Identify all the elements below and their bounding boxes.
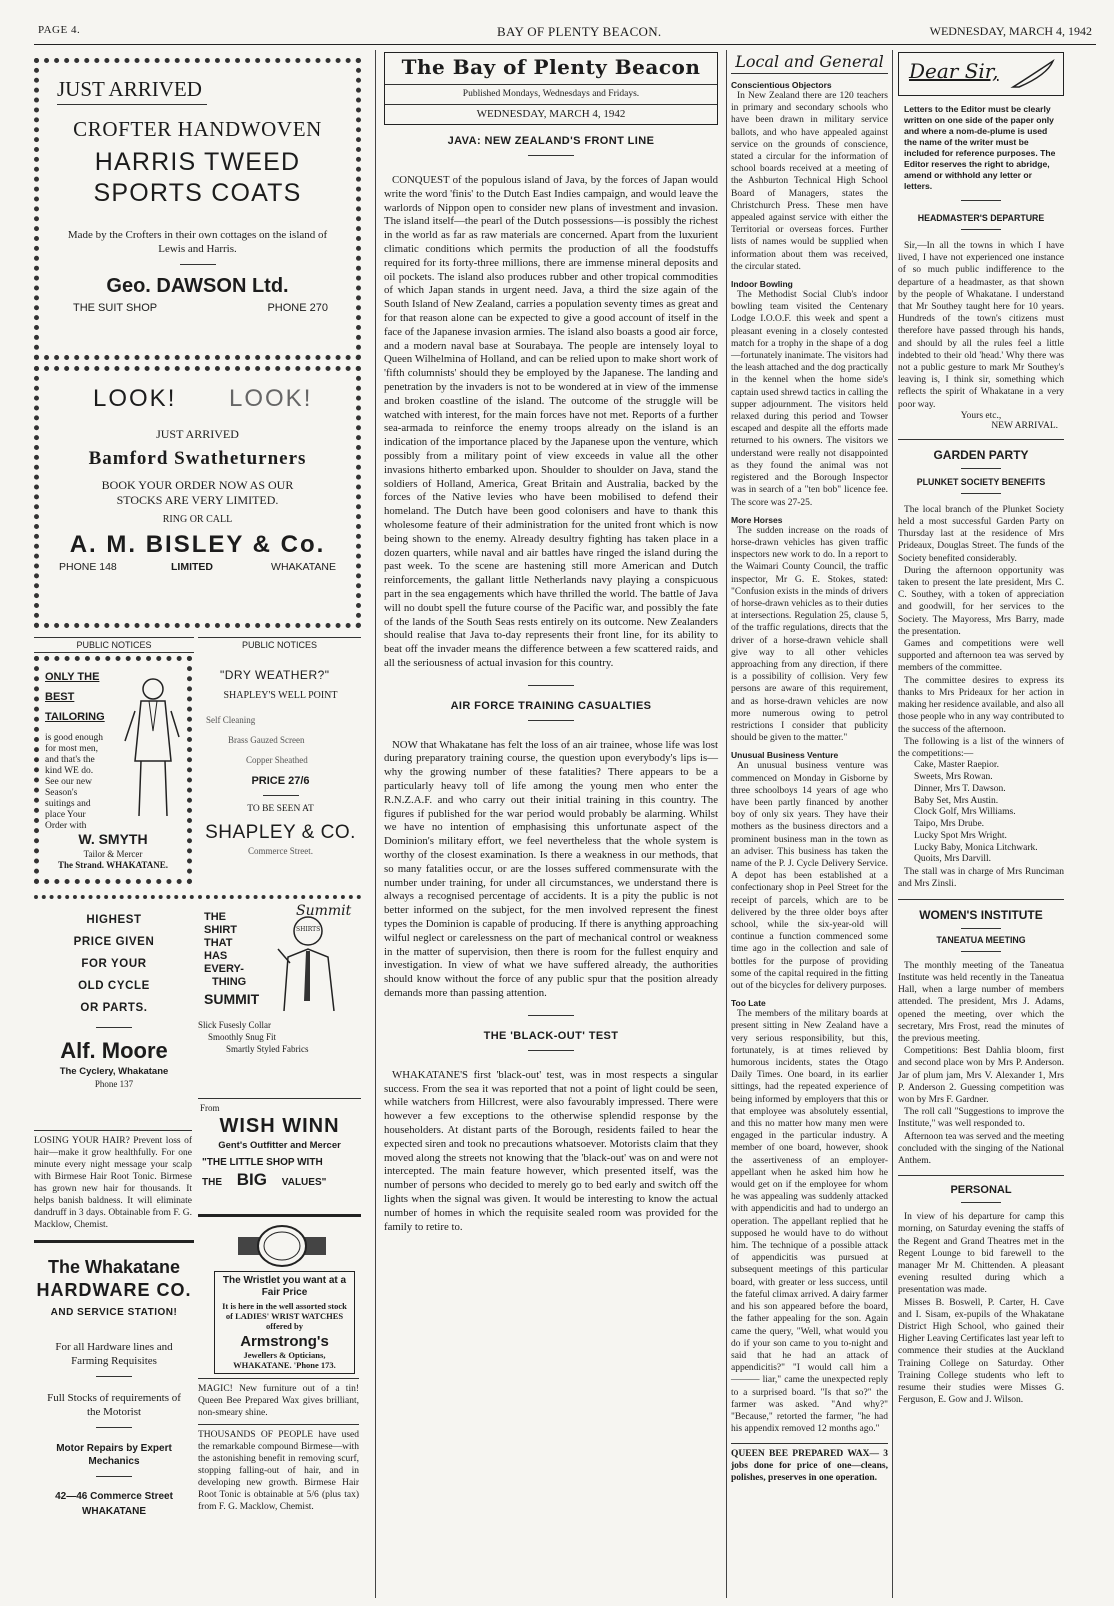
ad-headline: The Wristlet you want at a Fair Price: [222, 1275, 347, 1298]
ad-shop: THE SUIT SHOP: [73, 302, 158, 314]
article-paragraph: The local branch of the Plunket Society held a most successful Garden Party on Thursday last at the residence of Mrs Prideaux, Douglas Street. The funds of the Society benefited considerably.: [898, 504, 1064, 564]
local-general-column: [731, 52, 888, 1484]
ad-line: SHAPLEY'S WELL POINT: [223, 690, 338, 701]
item-heading: Too Late: [731, 998, 766, 1009]
brand-logo: [296, 903, 361, 935]
ad-line: The Cyclery, Whakatane: [59, 1066, 169, 1077]
ad-headline: LOOK!: [93, 385, 177, 412]
letters-policy: Letters to the Editor must be clearly written on one side of the paper only and where a nom-de-plume is used the name of the writer must be included for reference purposes. The Editor reserves the right to abridge, amend or withhold any letter or letters.: [904, 104, 1056, 191]
ad-town: WHAKATANE: [81, 1506, 147, 1517]
ad-phone: Phone 137: [94, 1079, 134, 1089]
ad-phone: PHONE 148: [59, 561, 117, 573]
ad-feature: Smartly Styled Fabrics: [226, 1044, 309, 1054]
article-paragraph: Afternoon tea was served and the meeting concluded with the singing of the National Anthem.: [898, 1131, 1064, 1166]
ad-price: PRICE 27/6: [251, 775, 310, 787]
winners-list: [898, 760, 1064, 866]
ad-slogan: VALUES": [281, 1177, 327, 1188]
ad-line: THAT: [204, 937, 233, 949]
armstrong-ad: [198, 1214, 361, 1375]
article-subtitle: PLUNKET SOCIETY BENEFITS: [916, 476, 1046, 487]
ad-firm: A. M. BISLEY & Co.: [69, 531, 326, 558]
bisley-ad: [34, 366, 361, 628]
winner-item: Taipo, Mrs Drube.: [914, 819, 985, 830]
editorial-column: [384, 52, 718, 1234]
item-heading: Indoor Bowling: [731, 279, 793, 290]
ad-line: THING: [212, 976, 247, 988]
ad-firm: WISH WINN: [219, 1115, 340, 1137]
ad-line: HAS: [204, 950, 228, 962]
ad-line: TO BE SEEN AT: [247, 804, 314, 814]
item-body: The members of the military boards at present sitting in New Zealand have a very serious responsibility, but this, fortunately, is at times relieved by humorous incidents, states the Otago Daily Times. One board, in its earlier sittings, had the repeated experience of being informed by employers that this or that employee was absolutely essential, and this no matter how many men were engaged in the particular industry. A member of one board, however, shook the assertiveness of an employer-appellant when he asked him how he would get on if the employee for whom he was appealing was suddenly attacked with appendicitis and had to undergo an operation. The appellant replied that he supposed he would have to do without him. The technique of a possible attack of appendicitis was pursued at subsequent meetings of this particular board, with greater or less success, until the fateful climax arrived. A dairy farmer and his son appeared before the board, the father appealing for the son. Again came the query, "Well, what would you do if your son came to you to-night and said that he had an attack of appendicitis?" "I would call him a ——— liar," came the unexpected reply to a surprised board. "Is that so?" the farmer was asked. "And why?" "Because," retorted the farmer, "he had his appendix removed 12 months ago.": [731, 1009, 888, 1435]
article-title: WOMEN'S INSTITUTE: [919, 907, 1043, 922]
winner-item: Clock Golf, Mrs Williams.: [914, 807, 1016, 818]
ad-line: CROFTER HANDWOVEN: [73, 117, 322, 141]
item-heading: Unusual Business Venture: [731, 750, 839, 761]
ad-firm: Alf. Moore: [60, 1038, 168, 1063]
winner-item: Sweets, Mrs Rowan.: [914, 771, 993, 782]
ad-slogan: THE: [202, 1177, 222, 1188]
ad-line: OR PARTS.: [80, 1002, 148, 1014]
ad-line: RING OR CALL: [162, 514, 233, 525]
brand-subtitle: SHIRTS: [296, 926, 321, 933]
winner-item: Dinner, Mrs T. Dawson.: [914, 783, 1006, 794]
article-paragraph: The roll call "Suggestions to improve the Institute," was well responded to.: [898, 1107, 1064, 1130]
ad-line: PRICE GIVEN: [73, 936, 155, 948]
ad-feature: Slick Fusesly Collar: [198, 1020, 272, 1030]
article-title: AIR FORCE TRAINING CASUALTIES: [450, 699, 652, 712]
letter-body: Sir,—In all the towns in which I have lived, I have not experienced one instance of so much public indifference to the departure of a headmaster, as that shown by the people of Whakatane. I understand that Mr Southey taught here for 10 years. Hundreds of the town's citizens must therefore have passed through his hands, and should by all the rules feel a little indebted to their old 'head.' Why there was not a public gesture to mark Mr Southey's leaving is, I think sir, something which reflects the spirit of Whakatane in a very poor way.: [898, 241, 1064, 410]
ad-headline: SPORTS COATS: [93, 179, 302, 207]
hair-tonic-ad: LOSING YOUR HAIR? Prevent loss of hair—make it grow healthfully. For one minute every night message your scalp with Birmese Hair Root Tonic. Birmese has grown new hair for thousands. It helps banish baldness. It will eliminate dandruff in 3 days. Obtainable from F. G. Macklow, Chemist.: [34, 1130, 192, 1231]
article-body: WHAKATANE'S first 'black-out' test, was in most respects a singular success. From the sea it was reported that not a point of light could be seen, while watchers from Hillcrest, were also favourably impressed. There were however a few exceptions to the otherwise splendid response by the householders. At distant parts of the Borough, residents failed to hear the expected siren and took no precautions whatsoever. Motorists claim that they moved along the streets not knowing that the 'black-out' was on and were not intercepted. The main feature however, which presented itself, was the number of persons who decided to merely go to bed early and switch off the lights when the signal was given. It would be interesting to know the actual number of homes in which the requisite sealed room was provided for the family to retire to.: [384, 1068, 718, 1233]
letter-title: HEADMASTER'S DEPARTURE: [917, 213, 1045, 223]
article-title: PERSONAL: [950, 1184, 1012, 1197]
ad-text: It is here in the well assorted stock of LADIES' WRIST WATCHES offered by: [222, 1301, 347, 1331]
ad-line: From: [200, 1103, 220, 1113]
item-heading: More Horses: [731, 514, 783, 525]
column-divider: [726, 50, 727, 1598]
ad-headline: "DRY WEATHER?": [220, 668, 330, 682]
item-body: An unusual business venture was commenced on Monday in Gisborne by three schoolboys 14 years of age who have been partly financed by another boy of only six years. They have their mothers as the business directors and a prominent business man in the town as an adviser. This business has taken the name of the P. J. Cycle Delivery Service. A depot has been established at a confectionary shop in Peel Street for the receipt of parcels, which are to be delivered by the three older boys after school, while the six-year-old will continue a function commenced some time ago in the collection and sale of bottles for the purpose of providing some of the capital required in the fitting out of the bicycles for delivery purposes.: [731, 761, 888, 992]
winner-item: Cake, Master Raepior.: [914, 760, 999, 771]
birmese-ad: THOUSANDS OF PEOPLE have used the remarkable compound Birmese—with the astonishing benefit in removing scurf, stopping falling-out of hair, and in developing new growth. Birmese Hair Root Tonic is obtainable at 5/6 (plus tax) from F. G. Macklow, Chemist.: [198, 1424, 359, 1513]
ad-text: Motor Repairs by Expert Mechanics: [56, 1443, 172, 1467]
section-label: PUBLIC NOTICES: [198, 637, 361, 652]
winner-item: Lucky Spot Mrs Wright.: [914, 830, 1007, 841]
article-paragraph: Competitions: Best Dahlia bloom, first and second place won by Mrs P. Anderson. Jar of plum jam, Mrs V. Alexander 1, Mrs P. Anderson 2. Guessing competition was won by Mrs F. Gardner.: [898, 1046, 1064, 1105]
ad-headline: HARRIS TWEED: [94, 148, 301, 176]
ad-headline: LOOK!: [229, 385, 313, 412]
ad-feature: Copper Sheathed: [246, 755, 308, 765]
ad-firm: HARDWARE CO.: [36, 1280, 192, 1300]
article-title: THE 'BLACK-OUT' TEST: [483, 1029, 619, 1042]
article-title: GARDEN PARTY: [933, 447, 1029, 462]
item-body: The sudden increase on the roads of horse-drawn vehicles has given traffic inspectors new work to do. In a report to the Waimari County Council, the traffic inspector, Mr G. E. Stokes, stated: "Confusion exists in the minds of drivers of horse-drawn vehicles as to their duties at intersections. Regulation 25, clause 5, of the traffic regulations, directs that the driver of a horse-drawn vehicle shall give way to all other vehicles approaching from any direction, if there is a possibility of collision. Very few persons are aware of this requirement, and as horse-drawn vehicles are now more numerous owing to petrol restrictions I consider that publicity should be given to the matter.": [731, 525, 888, 744]
winner-item: Baby Set, Mrs Austin.: [914, 795, 999, 806]
ad-address: Commerce Street.: [248, 846, 313, 856]
ad-firm: W. SMYTH: [78, 831, 148, 847]
article-body: CONQUEST of the populous island of Java, by the forces of Japan would write the word 'finis' to the Dutch East Indies campaign, and would leave the warlords of Nippon open to consider new plans of investment and invasion. The island itself—the pearl of the Dutch possessions—is possibly the richest in the world as far as raw materials are concerned. Apart from the luxurient climatic conditions which permits the production of all the foodstuffs required for its forty-three millions, there are immense mineral deposits and oil pockets. The island also produces rubber and other tropical commodities of which Japan stands in urgent need. Java, a third the size again of the South Island of New Zealand, carries a population seventy times as great and for that reason alone can be expected to give a good account of itself in the face of the Japanese invasion armies. The island also boasts a good air force, and a modern naval base at Sourabaya. The people are intensely loyal to Queen Wilhelmina of Holland, and can be relied upon to make short work of 'fifth columnists' should they be employed by the Japanese. The landing and penetration by the invaders is not to be wondered at in view of the immense and broken coastline of the island. The outcome of the struggle will be watched with interest, for the main forces have not met. Reports of a further sea-armada to reinforce the enemy troops already on the island is an indication of the importance placed by the Japanese upon the venture, which possibly from a military point of view exceeds in value all the other invasions hitherto embarked upon. Shoulder to shoulder on Java, stand the soldiers of Holland, America, Great Britain and Australia, backed by the forces of the Native levies who have been mobilised to defend their homeland. The Dutch have been good colonisers and have to thank this wholesome feature of their administration for the united front which is now being shown to the enemy. Already desultry fighting has taken place in a dozen quarters, while naval and air battles have ringed the island during the past week. To the scene are hastening still more American and Dutch reinforcements, the gallant little Netherlands navy playing a conspicuous part in the sea engagements which have thrilled the world. The battle of Java will no doubt spell the future course of the Pacific war, and possibly the fate of the lands of the South Seas rests entirely on its outcome. New Zealanders should realise that Java to-day represents their front line, for its ability to beat off the invader means the difference between a few scattered raids, and all the seriousness of actual invasion for this country.: [384, 174, 718, 669]
article-paragraph: The following is a list of the winners of the competitions:—: [898, 736, 1064, 759]
tailor-figure-icon: [119, 671, 185, 821]
brand-name: Summit: [296, 903, 352, 919]
quill-pen-icon: [1009, 57, 1057, 91]
ad-firm: SHAPLEY & CO.: [205, 822, 356, 843]
ad-text: Made by the Crofters in their own cottages on the island of Lewis and Harris.: [67, 229, 328, 255]
article-paragraph: The stall was in charge of Mrs Runciman and Mrs Zinsli.: [898, 867, 1064, 890]
ad-headline: SUMMIT: [204, 991, 260, 1007]
ad-address: The Strand. WHAKATANE.: [57, 860, 169, 870]
dear-sir-title: Dear Sir,: [909, 59, 999, 83]
ad-text: Full Stocks of requirements of the Motorist: [47, 1392, 181, 1418]
letter-signature: NEW ARRIVAL.: [991, 420, 1058, 431]
summit-ad: [198, 895, 361, 1064]
ad-text: For all Hardware lines and Farming Requisites: [55, 1341, 173, 1367]
letter-closing: Yours etc.,: [960, 410, 1002, 421]
masthead: The Bay of Plenty Beacon: [401, 55, 701, 79]
article-title: JAVA: NEW ZEALAND'S FRONT LINE: [447, 135, 655, 147]
ad-line: FOR YOUR: [81, 958, 147, 970]
page-number: PAGE 4.: [38, 24, 81, 36]
section-title: Local and General: [731, 52, 888, 74]
ad-firm: Armstrong's: [240, 1333, 329, 1350]
ad-phone: PHONE 270: [267, 302, 328, 314]
ad-headline: ONLY THE BEST TAILORING: [45, 671, 105, 723]
article-paragraph: During the afternoon opportunity was taken to present the late president, Mrs C. C. Southey, with a token of appreciation and goodwill, for her services to the Society. The Mayoress, Mrs Barry, made the presentation.: [898, 565, 1064, 637]
ad-address: 42—46 Commerce Street: [55, 1491, 173, 1502]
local-items: [731, 80, 888, 1435]
section-label: PUBLIC NOTICES: [34, 637, 194, 653]
page-header: [0, 24, 1114, 40]
ad-firm: The Whakatane: [47, 1257, 181, 1277]
column-divider: [892, 50, 893, 1598]
ad-line: OLD CYCLE: [78, 980, 150, 992]
item-body: The Methodist Social Club's indoor bowling team visited the Centenary Lodge I.O.O.F. this week and spent a pleasant evening in a closely contested match for a trophy in the shape of a dog—fortunately inanimate. The visitors had the leash attached and the dog practically in the kennel when the home side's captain used shrewd tactics in calling the supper adjournment. The visitors held relaxed during this period and Towser escaped and despite all the efforts made returned to his owners. The visitors we understand were really not disappointed as they found the animal was not registered and the Borough Inspector was in search of a "ten bob" licence fee. The score was 27-25.: [731, 290, 888, 508]
item-body: In New Zealand there are 120 teachers in primary and secondary schools who have been drawn in military service ballots, and who have appealed against service on the grounds of conscience, stated a circular for the information of school boards received at a meeting of the Ashburton Technical High School Board of Managers, states the Christchurch Press. These men have appealed against service with either the Territorial or overseas forces. Further lists of names would be supplied when information about them was received, the circular stated.: [731, 91, 888, 272]
ad-firm: Geo. DAWSON Ltd.: [106, 275, 289, 297]
right-column: [898, 52, 1064, 1406]
ad-product: Bamford Swatheturners: [88, 448, 307, 469]
article-paragraph: In view of his departure for camp this morning, on Saturday evening the staffs of the Regent and Grand Theatres met in the Regent Lounge to bid farewell to the manager Mr M. Chittenden. A pleasant evening resulted during which a presentation was made.: [898, 1212, 1064, 1296]
ad-line: Gent's Outfitter and Mercer: [218, 1140, 341, 1151]
item-heading: Conscientious Objectors: [731, 80, 832, 90]
ad-slogan: "THE LITTLE SHOP WITH: [202, 1157, 323, 1168]
ad-feature: Self Cleaning: [206, 715, 256, 725]
queen-bee-notice: QUEEN BEE PREPARED WAX— 3 jobs done for price of one—cleans, polishes, preserves in one operation.: [731, 1443, 888, 1484]
ad-line: SHIRT: [204, 924, 237, 936]
ad-line: JUST ARRIVED: [156, 427, 239, 441]
header-rule: [34, 44, 1096, 45]
ad-slogan-big: BIG: [236, 1170, 268, 1189]
shapley-ad: [200, 656, 361, 868]
ad-line: Jewellers & Opticians,: [243, 1350, 326, 1360]
ad-line: EVERY-: [204, 963, 244, 975]
article-subtitle: TANEATUA MEETING: [936, 934, 1026, 945]
column-divider: [375, 50, 376, 1598]
moore-ad: [34, 895, 194, 1129]
dawson-ad: [34, 58, 361, 360]
smyth-ad: [34, 656, 192, 884]
issue-date: WEDNESDAY, MARCH 4, 1942: [929, 24, 1092, 38]
ad-town: WHAKATANE. 'Phone 173.: [233, 1360, 336, 1370]
dear-sir-logo: [898, 52, 1064, 96]
ad-line: LIMITED: [171, 561, 213, 573]
ad-text: is good enough for most men, and that's the kind WE do. See our new Season's suitings and place Your Order with: [45, 733, 104, 831]
queen-bee-ad: MAGIC! New furniture out of a tin! Queen Bee Prepared Wax gives brilliant, non-smeary shine.: [198, 1378, 359, 1419]
ad-line: AND SERVICE STATION!: [50, 1307, 178, 1318]
ad-feature: Brass Gauzed Screen: [228, 735, 305, 745]
article-paragraph: Misses B. Boswell, P. Carter, H. Cave and I. Sisam, ex-pupils of the Whakatane District High School, who gained their Higher Leaving Certificates last year left to commence their studies at the Auckland Training College on Saturday. Other Training College students who left to resume their studies were Misses G. Ferguson, E. Gow and J. Wilson.: [898, 1297, 1064, 1406]
article-body: NOW that Whakatane has felt the loss of an air trainee, whose life was lost during preparatory training course, the question upon everybody's lips is—why the growing number of these fatalities? There appears to be a particularly heavy toll of life among the young men who enter the R.N.Z.A.F. and who carry out their initial training in this country. The figures if published for the war period would probably be alarming. Whilst we have no intention of emphasising this unfortunate aspect of the Dominion's military effort, we feel nevertheless that the whole system is worthy of the closest examination. Is there a weakness in our methods, that so many fatalities occur, or are the losses suffered commensurate with the number under training, for under all circumstances, we understand there is always a recognised percentage of accidents. It is a pity the public is not better informed on the subject, for the men involved represent the finest types the Dominion is capable of producing. If there is anything approaching wilful neglect or carelessness on the part of mechanical control or weakness in the matter of supervision, then there is room for the fullest enquiry and investigation. In view of what we have suffered already, the authorities should know without the force of any public spur that the position already demands more than passing attention.: [384, 738, 718, 1000]
winner-item: Quoits, Mrs Darvill.: [914, 854, 992, 865]
paper-name: BAY OF PLENTY BEACON.: [497, 24, 662, 39]
editorial-date: WEDNESDAY, MARCH 4, 1942: [385, 104, 717, 120]
article-paragraph: Games and competitions were well supported and afternoon tea was served by members of the committee.: [898, 639, 1064, 674]
ad-line: JUST ARRIVED: [57, 77, 202, 101]
ad-town: WHAKATANE: [271, 561, 336, 573]
article-paragraph: The committee desires to express its thanks to Mrs Prideaux for her action in making her residence available, and also all those people who in any way contributed to the success of the afternoon.: [898, 675, 1064, 735]
winn-ad: [198, 1098, 361, 1207]
ad-line: HIGHEST: [86, 914, 142, 926]
article-paragraph: The monthly meeting of the Taneatua Institute was held recently in the Taneatua Hall, when a large number of members attended. The president, Mrs J. Adams, opened the meeting, over which the secretary, Mrs Frost, read the minutes of the previous meeting.: [898, 960, 1064, 1044]
ad-line: THE: [204, 911, 226, 923]
ad-text: BOOK YOUR ORDER NOW AS OUR STOCKS ARE VERY LIMITED.: [101, 478, 294, 507]
winner-item: Lucky Baby, Monica Litchwark.: [914, 842, 1038, 853]
published-note: Published Mondays, Wednesdays and Fridays.: [385, 84, 717, 99]
ad-feature: Smoothly Snug Fit: [208, 1032, 277, 1042]
hardware-ad: [34, 1240, 194, 1593]
ad-line: Tailor & Mercer: [83, 849, 143, 859]
wristwatch-icon: [238, 1223, 326, 1269]
